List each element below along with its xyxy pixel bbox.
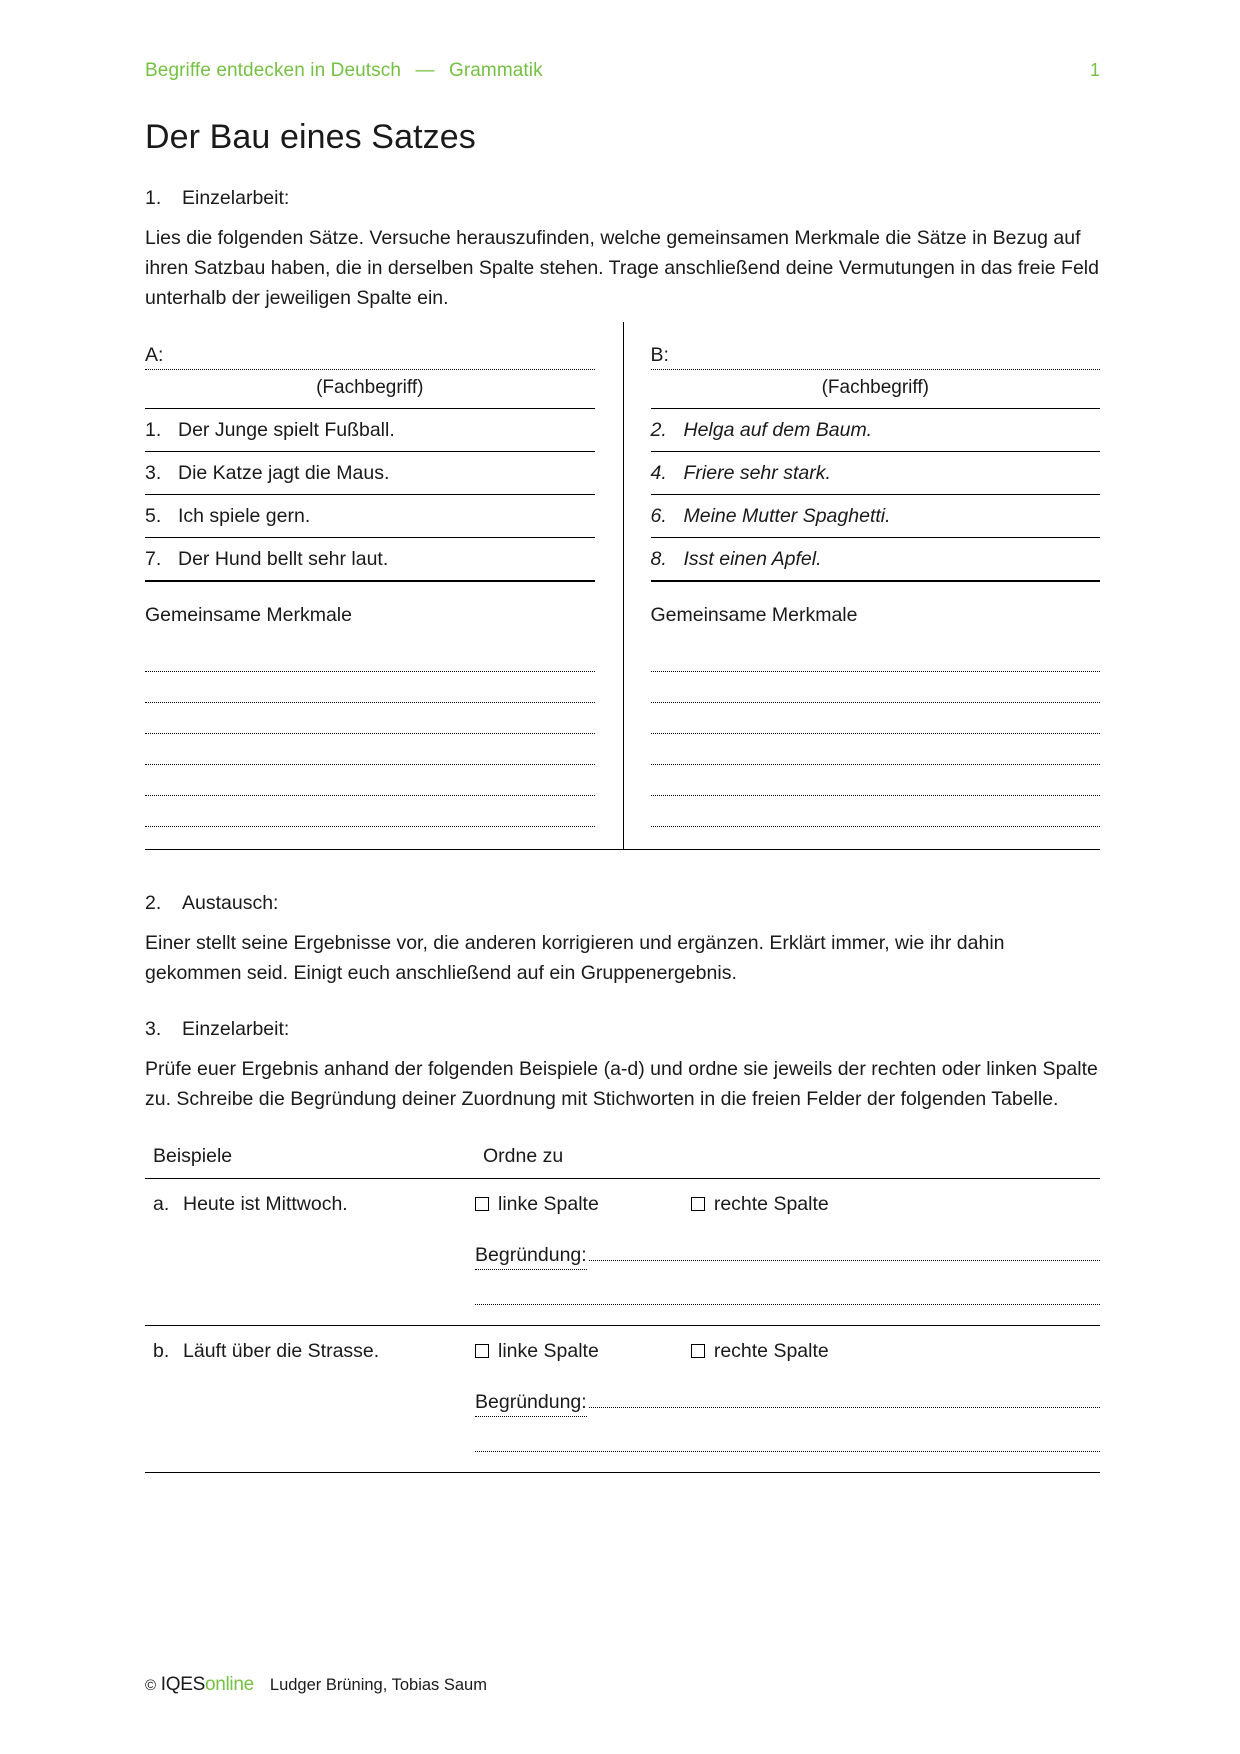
step-3-number: 3. [145,1018,162,1041]
sentence-text: Der Junge spielt Fußball. [178,418,395,441]
sentence-item [651,495,1101,538]
sentence-item [145,538,595,582]
example-letter: b. [153,1339,170,1362]
column-a-header[interactable] [145,344,595,370]
copyright-symbol: © [145,1677,156,1694]
example-text: Heute ist Mittwoch. [183,1192,348,1215]
sentence-text: Helga auf dem Baum. [683,418,873,441]
step-1-label: Einzelarbeit: [182,187,290,209]
assignment-cell [475,1193,1100,1305]
brand-iqes: IQES [160,1674,205,1695]
example-text: Läuft über die Strasse. [183,1339,380,1362]
reason-input[interactable] [589,1385,1100,1408]
worksheet-column-b [623,344,1101,827]
reason-line [475,1385,1100,1417]
header-title: Begriffe entdecken in Deutsch [145,60,402,81]
sentence-text: Isst einen Apfel. [683,547,822,570]
page-footer [145,1674,487,1696]
reason-label: Begründung: [475,1244,587,1270]
step-2-number: 2. [145,891,162,914]
sentence-item [651,538,1101,582]
reason-line [475,1238,1100,1270]
sentence-number: 7. [145,547,162,570]
column-a-label: A: [145,343,164,366]
choice-rechte-spalte[interactable] [691,1193,829,1216]
header-ordne-zu: Ordne zu [483,1144,564,1167]
sentence-number: 1. [145,418,162,441]
reason-input[interactable] [589,1238,1100,1261]
sentence-text: Die Katze jagt die Maus. [178,461,390,484]
sentence-number: 2. [650,418,667,441]
sentence-text: Der Hund bellt sehr laut. [178,547,389,570]
sentence-text: Friere sehr stark. [683,461,831,484]
step-2-label: Austausch: [182,891,279,914]
sentence-item [651,452,1101,495]
sentence-item [651,409,1101,452]
choice-label: linke Spalte [498,1192,599,1215]
brand-online: online [204,1674,254,1695]
column-b-write-line[interactable] [651,703,1101,734]
assignment-table-header [145,1145,1100,1179]
page-title: Der Bau eines Satzes [145,118,476,156]
footer-authors: Ludger Brüning, Tobias Saum [269,1676,487,1694]
column-divider [623,322,624,850]
checkbox-icon[interactable] [475,1197,489,1211]
page-header [145,60,1100,82]
sentence-number: 5. [145,504,162,527]
column-a-write-line[interactable] [145,796,595,827]
step-1-number: 1. [145,187,162,209]
column-b-merkmale-title: Gemeinsame Merkmale [650,603,858,626]
assignment-cell [475,1340,1100,1452]
choice-group [475,1340,1100,1363]
checkbox-icon[interactable] [691,1344,705,1358]
column-a-merkmale-title: Gemeinsame Merkmale [145,603,352,626]
column-b-write-line[interactable] [651,672,1101,703]
column-a-write-line[interactable] [145,734,595,765]
column-a-subhead: (Fachbegriff) [145,370,595,409]
checkbox-icon[interactable] [475,1344,489,1358]
reason-input-second-line[interactable] [475,1427,1100,1452]
column-b-write-line[interactable] [651,734,1101,765]
step-3-label: Einzelarbeit: [182,1018,290,1041]
sentence-item [145,495,595,538]
sentence-number: 8. [650,547,667,570]
column-b-subhead: (Fachbegriff) [651,370,1101,409]
checkbox-icon[interactable] [691,1197,705,1211]
table-row [145,1179,1100,1326]
column-b-header[interactable] [651,344,1101,370]
step-3-text: Prüfe euer Ergebnis anhand der folgenden Beispiele (a-d) und ordne sie jeweils der rechten oder linken Spalte zu. Schreibe die Begründung deiner Zuordnung mit Stichworten in die freien Felder der folgenden Tabelle. [145,1058,1098,1111]
column-b-label: B: [650,343,669,366]
example-cell [145,1340,475,1452]
header-beispiele: Beispiele [153,1144,233,1167]
comparison-worksheet [145,344,1100,850]
step-3-heading [145,1018,1100,1041]
header-title-group [145,60,543,82]
choice-group [475,1193,1100,1216]
choice-label: rechte Spalte [713,1192,829,1215]
column-b-write-line[interactable] [651,796,1101,827]
sentence-item [145,452,595,495]
example-cell [145,1193,475,1305]
column-a-write-line[interactable] [145,672,595,703]
sentence-number: 3. [145,461,162,484]
column-b-write-line[interactable] [651,641,1101,672]
choice-label: linke Spalte [498,1339,599,1362]
column-b-write-line[interactable] [651,765,1101,796]
sentence-number: 4. [650,461,667,484]
choice-linke-spalte[interactable] [475,1340,599,1363]
worksheet-column-a [145,344,623,827]
choice-label: rechte Spalte [713,1339,829,1362]
header-dash: — [415,60,435,81]
choice-rechte-spalte[interactable] [691,1340,829,1363]
column-a-write-line[interactable] [145,703,595,734]
column-a-write-line[interactable] [145,765,595,796]
step-2-text: Einer stellt seine Ergebnisse vor, die anderen korrigieren und ergänzen. Erklärt immer, wie ihr dahin gekommen seid. Einigt euch anschließend auf ein Gruppenergebnis. [145,931,1005,984]
example-letter: a. [153,1192,170,1215]
sentence-text: Meine Mutter Spaghetti. [683,504,891,527]
header-subject: Grammatik [448,60,543,81]
sentence-item [145,409,595,452]
reason-label: Begründung: [475,1391,587,1417]
column-a-write-line[interactable] [145,641,595,672]
step-2-heading [145,892,1100,915]
step-1-text: Lies die folgenden Sätze. Versuche herauszufinden, welche gemeinsamen Merkmale die Sätze in Bezug auf ihren Satzbau haben, die in derselben Spalte stehen. Trage anschließend deine Vermutungen in das freie Feld unterhalb der jeweiligen Spalte ein. [145,227,1099,310]
assignment-table [145,1145,1100,1473]
iqes-online-logo [145,1674,254,1696]
reason-input-second-line[interactable] [475,1280,1100,1305]
choice-linke-spalte[interactable] [475,1193,599,1216]
sentence-number: 6. [650,504,667,527]
table-row [145,1326,1100,1473]
step-1-heading [145,187,1100,210]
sentence-text: Ich spiele gern. [178,504,311,527]
page-number: 1 [1089,60,1100,80]
